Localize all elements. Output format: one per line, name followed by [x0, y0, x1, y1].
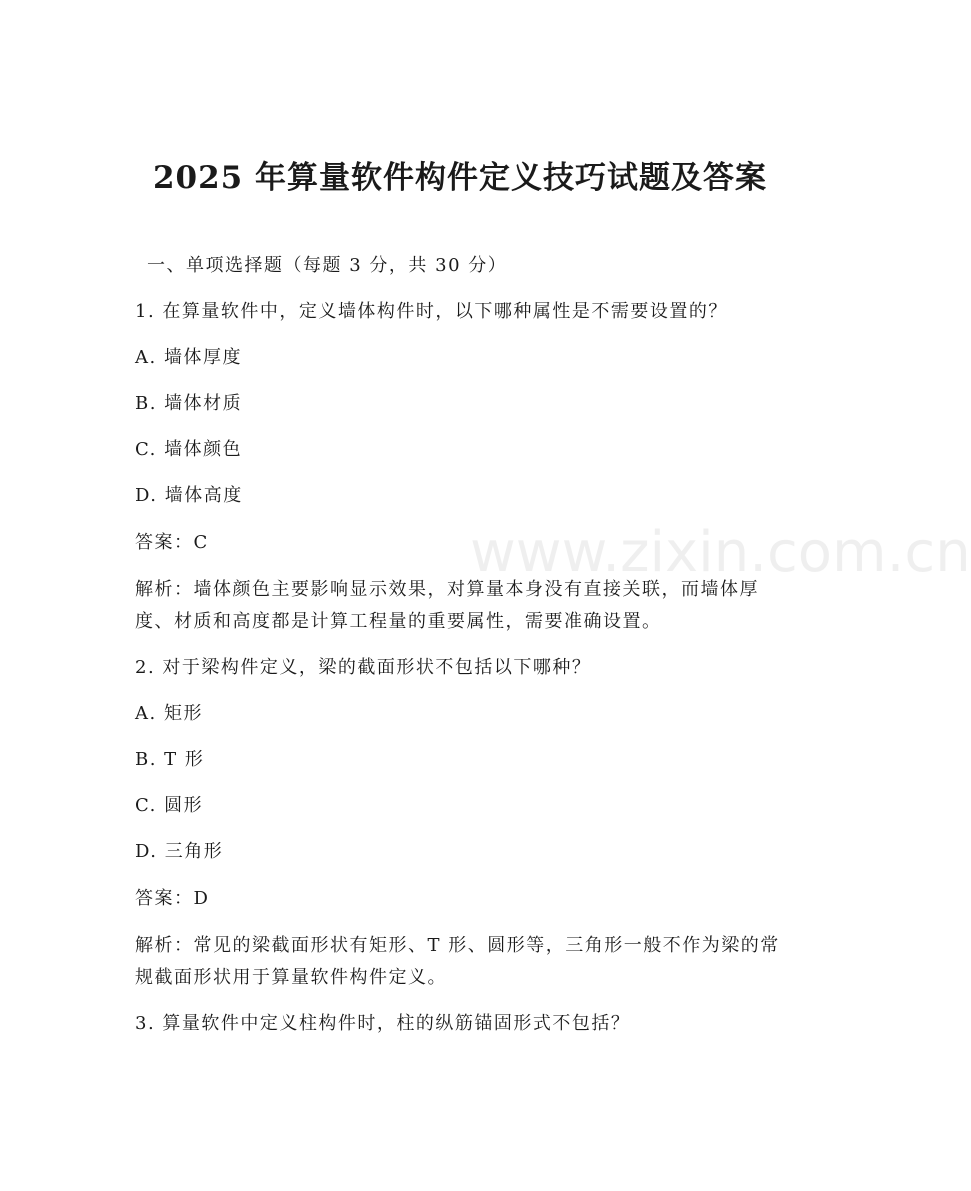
question-2-option-b: B. T 形 [135, 749, 205, 770]
question-2-answer: 答案：D [135, 888, 210, 909]
question-2-option-d: D. 三角形 [135, 841, 224, 862]
watermark: www.zixin.com.cn [470, 520, 971, 585]
question-1-option-a: A. 墙体厚度 [135, 347, 242, 368]
question-1-option-b: B. 墙体材质 [135, 393, 243, 414]
section-heading: 一、单项选择题（每题 3 分，共 30 分） [147, 255, 508, 276]
question-1-analysis: 解析：墙体颜色主要影响显示效果，对算量本身没有直接关联，而墙体厚度、材质和高度都是计算工程量的重要属性，需要准确设置。 [135, 579, 759, 632]
question-2-analysis: 解析：常见的梁截面形状有矩形、T 形、圆形等，三角形一般不作为梁的常规截面形状用于算量软件构件定义。 [135, 935, 780, 988]
question-2-option-c: C. 圆形 [135, 795, 204, 816]
document-title: 2025 年算量软件构件定义技巧试题及答案 [152, 160, 768, 196]
question-2-option-a: A. 矩形 [135, 703, 203, 724]
question-1-option-c: C. 墙体颜色 [135, 439, 243, 460]
question-3-stem: 3. 算量软件中定义柱构件时，柱的纵筋锚固形式不包括？ [135, 1013, 631, 1034]
question-1-answer: 答案：C [135, 532, 209, 553]
question-2-stem: 2. 对于梁构件定义，梁的截面形状不包括以下哪种？ [135, 657, 592, 678]
question-1-stem: 1. 在算量软件中，定义墙体构件时，以下哪种属性是不需要设置的？ [135, 301, 728, 322]
question-1-option-d: D. 墙体高度 [135, 485, 243, 506]
